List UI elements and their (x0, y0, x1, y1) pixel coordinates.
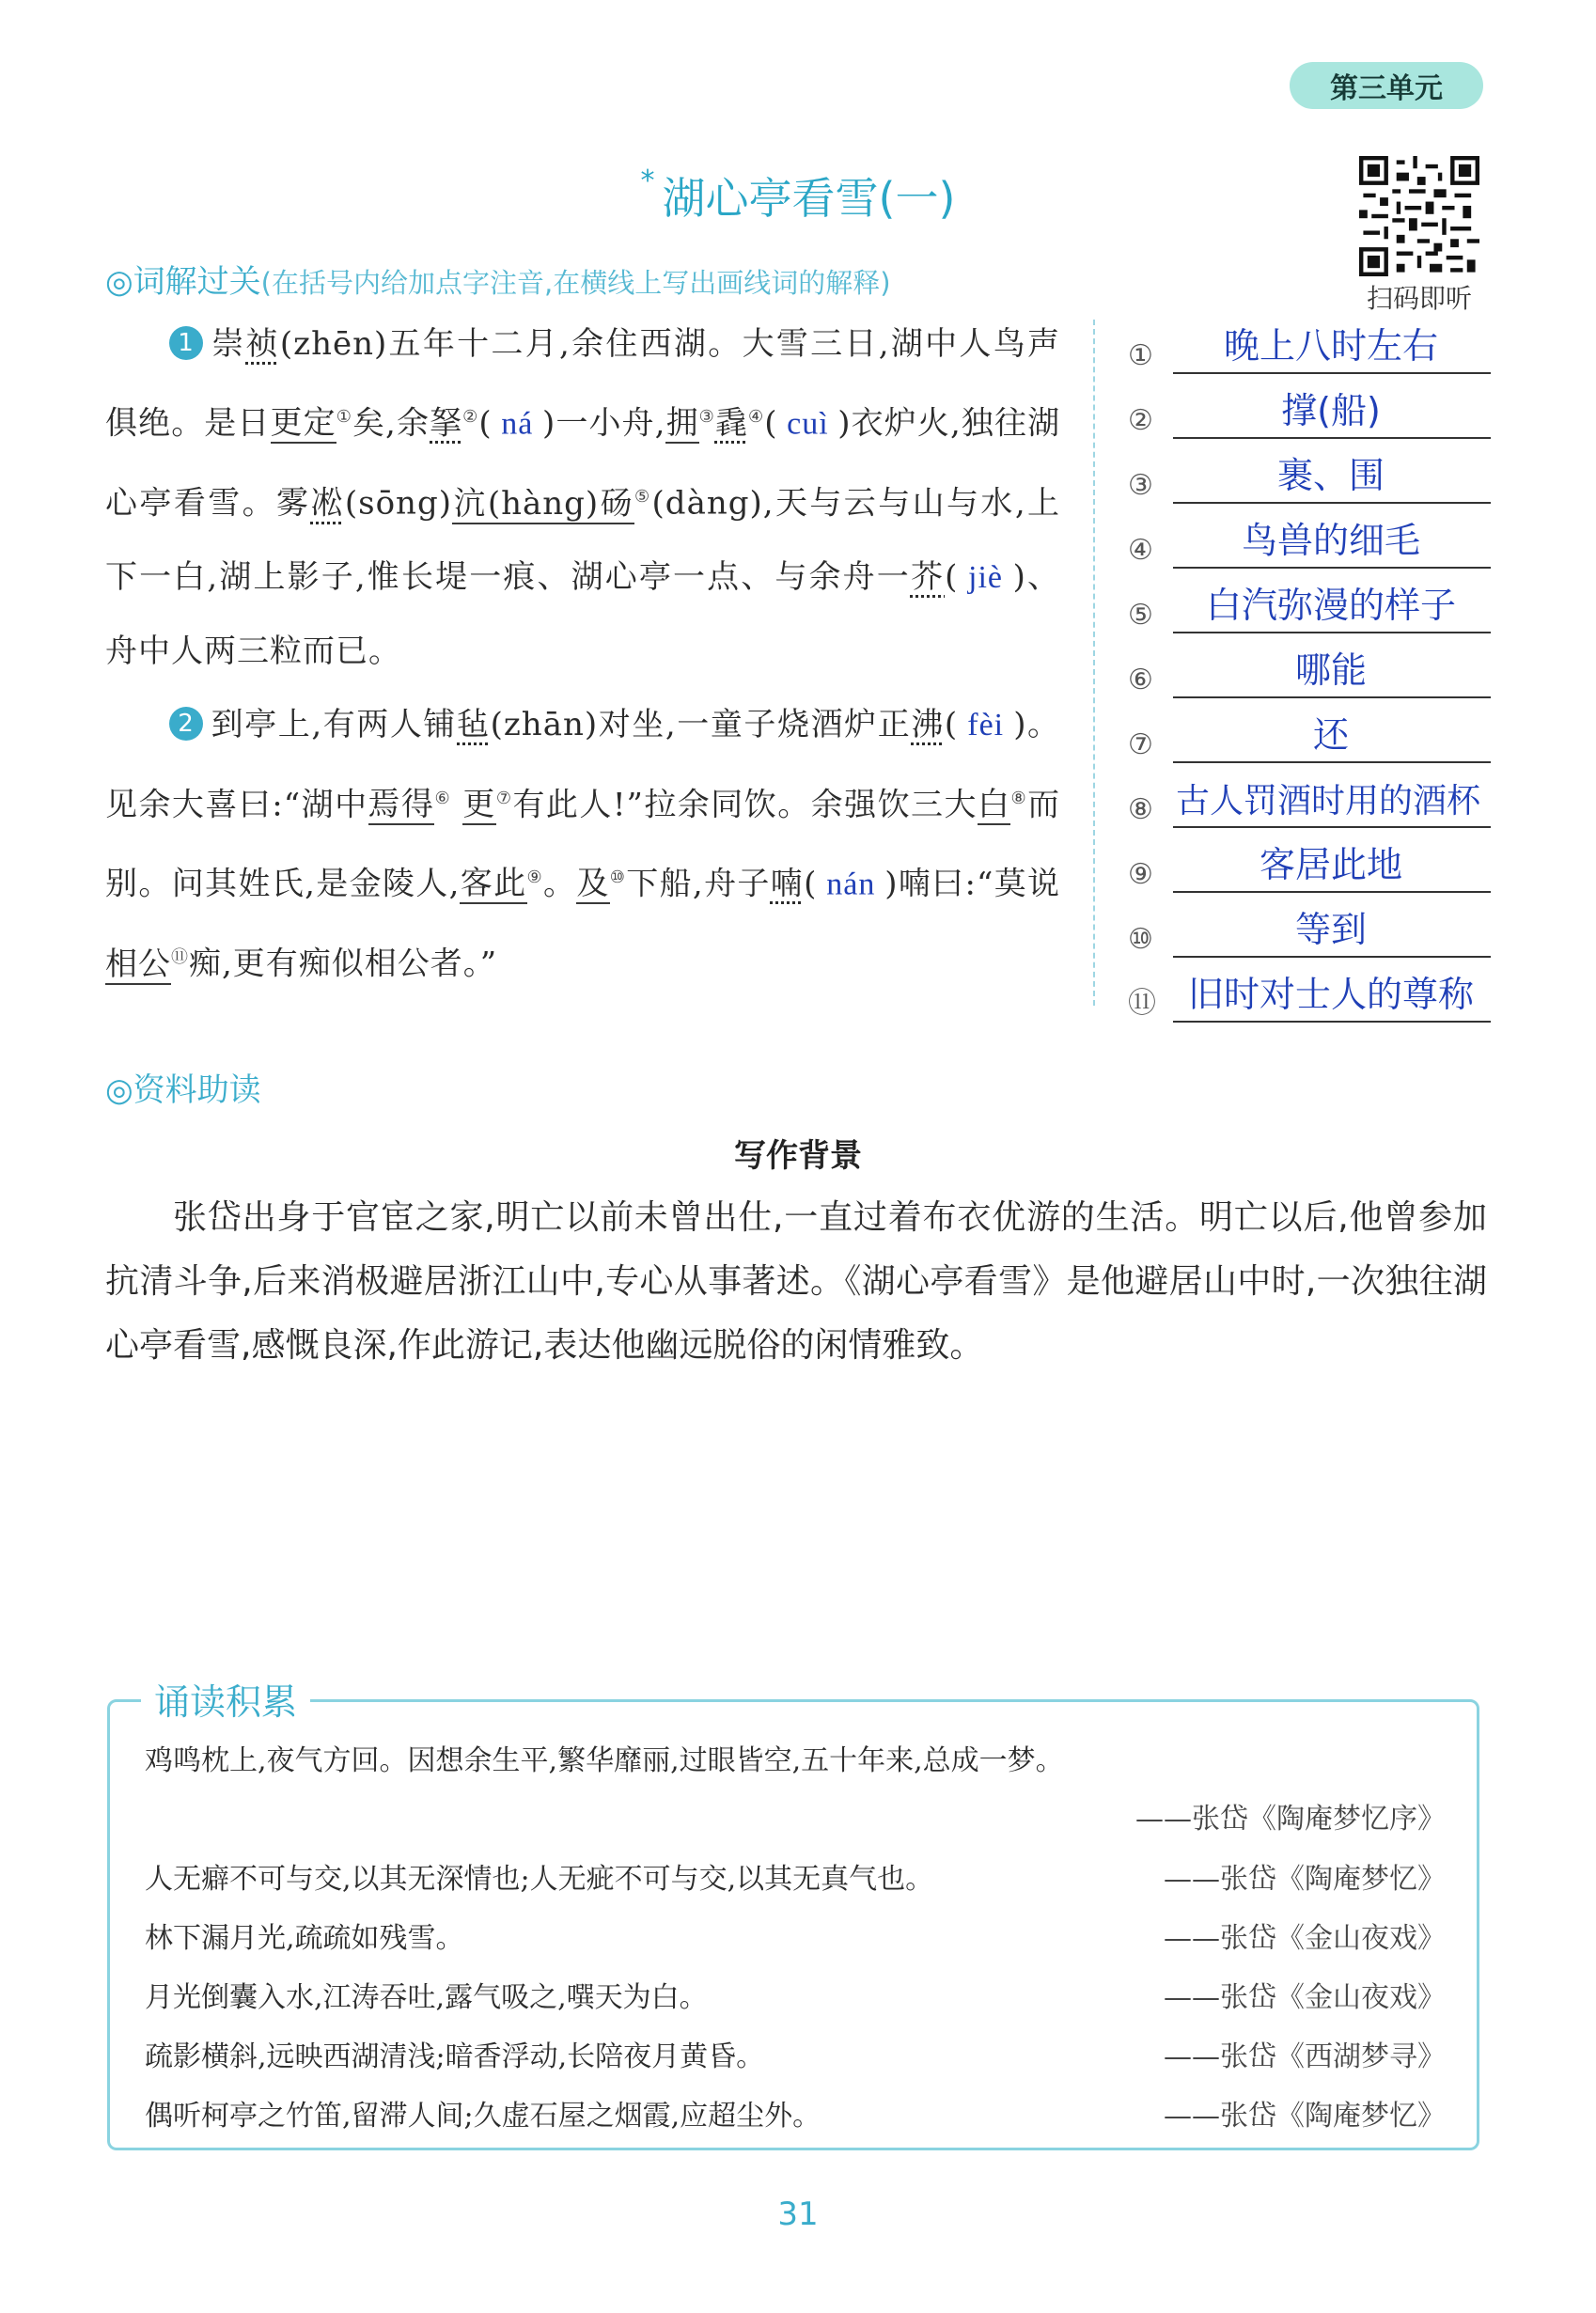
quote-source: ——张岱《西湖梦寻》 (1164, 2040, 1446, 2073)
quote-source: ——张岱《金山夜戏》 (1164, 1981, 1446, 2014)
quote-text: 偶听柯亭之竹笛,留滞人间;久虚石屋之烟霞,应超尘外。 (145, 2100, 821, 2133)
pinyin-answer[interactable]: cuì (777, 406, 838, 442)
dotted-char: 毡 (457, 705, 491, 743)
qr-code-icon[interactable] (1359, 156, 1479, 276)
background-text: 张岱出身于官宦之家,明亡以前未曾出仕,一直过着布衣优游的生活。明亡以后,他曾参加抗清斗争,后来消极避居浙江山中,专心从事著述。《湖心亭看雪》是他避居山中时,一次独往湖心亭看雪,感慨良深,作此游记,表达他幽远脱俗的闲情雅致。 (105, 1198, 1487, 1365)
dotted-char: 喃 (770, 865, 805, 903)
answer-text[interactable]: 鸟兽的细毛 (1241, 520, 1420, 561)
dotted-char: 沸 (911, 705, 945, 743)
underlined-word: 客此 (460, 865, 527, 903)
answer-text[interactable]: 晚上八时左右 (1223, 325, 1438, 367)
quote-text: 林下漏月光,疏疏如残雪。 (145, 1922, 464, 1955)
quote-text: 人无癖不可与交,以其无深情也;人无疵不可与交,以其无真气也。 (145, 1863, 934, 1896)
answer-row: ⑦ 还 (1124, 699, 1500, 763)
unit-badge: 第三单元 (1290, 62, 1483, 109)
quote-source: ——张岱《金山夜戏》 (1164, 1922, 1446, 1955)
quote-source: ——张岱《陶庵梦忆序》 (1135, 1803, 1446, 1836)
answer-row: ⑩ 等到 (1124, 894, 1500, 958)
quote-text: 疏影横斜,远映西湖清浅;暗香浮动,长陪夜月黄昏。 (145, 2040, 765, 2073)
paragraph-number: 2 (169, 707, 203, 741)
quote-text: 鸡鸣枕上,夜气方回。因想余生平,繁华靡丽,过眼皆空,五十年来,总成一梦。 (145, 1744, 1064, 1777)
paragraph-number: 1 (169, 326, 203, 360)
vocab-section-heading (105, 256, 891, 302)
answer-text[interactable]: 旧时对士人的尊称 (1187, 974, 1474, 1015)
answer-row: ⑧ 古人罚酒时用的酒杯 (1124, 764, 1500, 828)
recite-box-title: 诵读积累 (141, 1673, 310, 1725)
answer-text[interactable]: 白汽弥漫的样子 (1205, 585, 1456, 626)
answer-row: ⑥ 哪能 (1124, 634, 1500, 698)
dotted-char: 祯 (245, 325, 280, 363)
underlined-word: 拥 (665, 404, 699, 443)
lesson-title-block (0, 164, 1596, 227)
reading-section-heading: ◎资料助读 (105, 1071, 261, 1109)
answer-row: ⑪ 旧时对士人的尊称 (1124, 959, 1500, 1023)
answer-row: ② 撑(船) (1124, 375, 1500, 439)
pinyin-answer[interactable]: nán (817, 867, 885, 902)
background-subtitle: 写作背景 (734, 1137, 862, 1175)
dotted-char: 凇 (310, 484, 345, 523)
pinyin-answer[interactable]: fèi (958, 707, 1014, 742)
underlined-word: 更 (462, 785, 496, 823)
quote-source: ——张岱《陶庵梦忆》 (1164, 2100, 1446, 2133)
dotted-char: 毳 (714, 404, 749, 443)
vocab-heading-note: (在括号内给加点字注音,在横线上写出画线词的解释) (260, 267, 891, 299)
answer-text[interactable]: 古人罚酒时用的酒杯 (1175, 782, 1480, 820)
answer-text[interactable]: 哪能 (1294, 649, 1367, 691)
answer-row: ③ 裹、围 (1124, 440, 1500, 504)
pinyin-answer[interactable]: jiè (958, 559, 1013, 595)
underlined-word: 及 (576, 865, 610, 903)
answer-text[interactable]: 客居此地 (1259, 844, 1402, 885)
classical-text (105, 307, 1060, 1001)
answer-text[interactable]: 等到 (1294, 909, 1367, 950)
underlined-word: 相公 (105, 945, 171, 983)
underlined-word: 沆 (451, 484, 488, 523)
answer-text[interactable]: 裹、围 (1276, 455, 1385, 496)
quote-source: ——张岱《陶庵梦忆》 (1164, 1863, 1446, 1896)
underlined-word: 更定 (270, 404, 336, 443)
answer-row: ⑨ 客居此地 (1124, 829, 1500, 893)
qr-label: 扫码即听 (1366, 283, 1472, 314)
answer-text[interactable]: 还 (1312, 714, 1349, 756)
title-asterisk: * (640, 164, 655, 197)
paragraph-2: 2 到亭上,有两人铺毡(zhān)对坐,一童子烧酒炉正沸( fèi )。见余大喜曰:“湖中焉得⑥ 更⑦有此人!”拉余同饮。余强饮三大白⑧而别。问其姓氏,是金陵人,客此⑨。及⑩下船,舟子喃( nán )喃曰:“莫说相公⑪痴,更有痴似相公者。” (105, 705, 1061, 983)
dotted-char: 拏 (430, 404, 463, 443)
answer-row: ① 晚上八时左右 (1124, 310, 1500, 374)
answer-row: ④ 鸟兽的细毛 (1124, 505, 1500, 569)
answer-row: ⑤ 白汽弥漫的样子 (1124, 570, 1500, 633)
answer-text[interactable]: 撑(船) (1281, 390, 1381, 431)
underlined-word: 白 (977, 785, 1011, 823)
vocab-heading-text: ◎词解过关 (105, 263, 261, 301)
dotted-char: 芥 (910, 557, 946, 596)
paragraph-1: 1 崇祯(zhēn)五年十二月,余住西湖。大雪三日,湖中人鸟声俱绝。是日更定①矣,余拏②( ná )一小舟,拥③毳④( cuì )衣炉火,独往湖心亭看雪。雾凇(sōng)沆(hàng)砀⑤(dàng),天与云与山与水,上下一白,湖上影子,惟长堤一痕、湖心亭一点、与余舟一芥( jiè )、舟中人两三粒而已。 (105, 325, 1061, 670)
answer-divider (1093, 320, 1096, 1006)
pinyin-answer[interactable]: ná (492, 406, 542, 442)
lesson-title: 湖心亭看雪(一) (662, 173, 956, 224)
quote-text: 月光倒囊入水,江涛吞吐,露气吸之,噀天为白。 (145, 1981, 708, 2014)
page-number: 31 (777, 2196, 819, 2233)
underlined-word: 焉得 (368, 785, 435, 823)
